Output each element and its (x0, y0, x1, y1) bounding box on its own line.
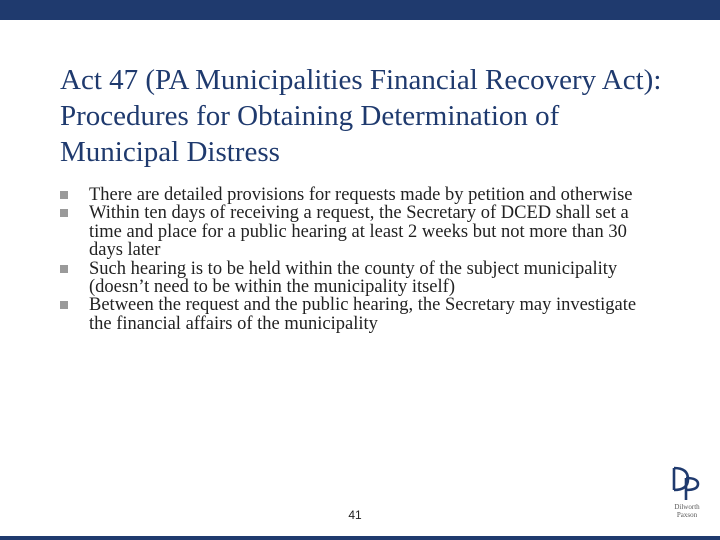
square-bullet-icon (60, 301, 68, 309)
logo-wordmark (662, 503, 712, 519)
top-accent-bar (0, 0, 720, 20)
dp-monogram-icon (662, 466, 712, 502)
bullet-text: Within ten days of receiving a request, the Secretary of DCED shall set a time and place for a public hearing at least 2 weeks but not more than 30 days later (89, 203, 629, 261)
bullet-text: Such hearing is to be held within the county of the subject municipality (doesn’t need to be within the municipality itself) (89, 258, 618, 298)
square-bullet-icon (60, 191, 68, 199)
slide-title: Act 47 (PA Municipalities Financial Recovery Act): Procedures for Obtaining Determination of Municipal Distress (60, 64, 662, 168)
bullet-item (60, 260, 660, 297)
logo-line-1: Dilworth (674, 503, 700, 511)
bullet-item (60, 204, 660, 259)
bottom-accent-bar (0, 536, 720, 540)
page-number: 41 (348, 508, 362, 522)
bullet-item (60, 296, 660, 333)
square-bullet-icon (60, 209, 68, 217)
logo-line-2: Paxson (676, 511, 698, 519)
bullet-text: There are detailed provisions for requests made by petition and otherwise (89, 185, 633, 205)
square-bullet-icon (60, 265, 68, 273)
bullet-list (60, 186, 660, 333)
bullet-item (60, 186, 660, 204)
bullet-text: Between the request and the public hearing, the Secretary may investigate the financial affairs of the municipality (89, 295, 637, 334)
dilworth-paxson-logo (662, 466, 712, 526)
